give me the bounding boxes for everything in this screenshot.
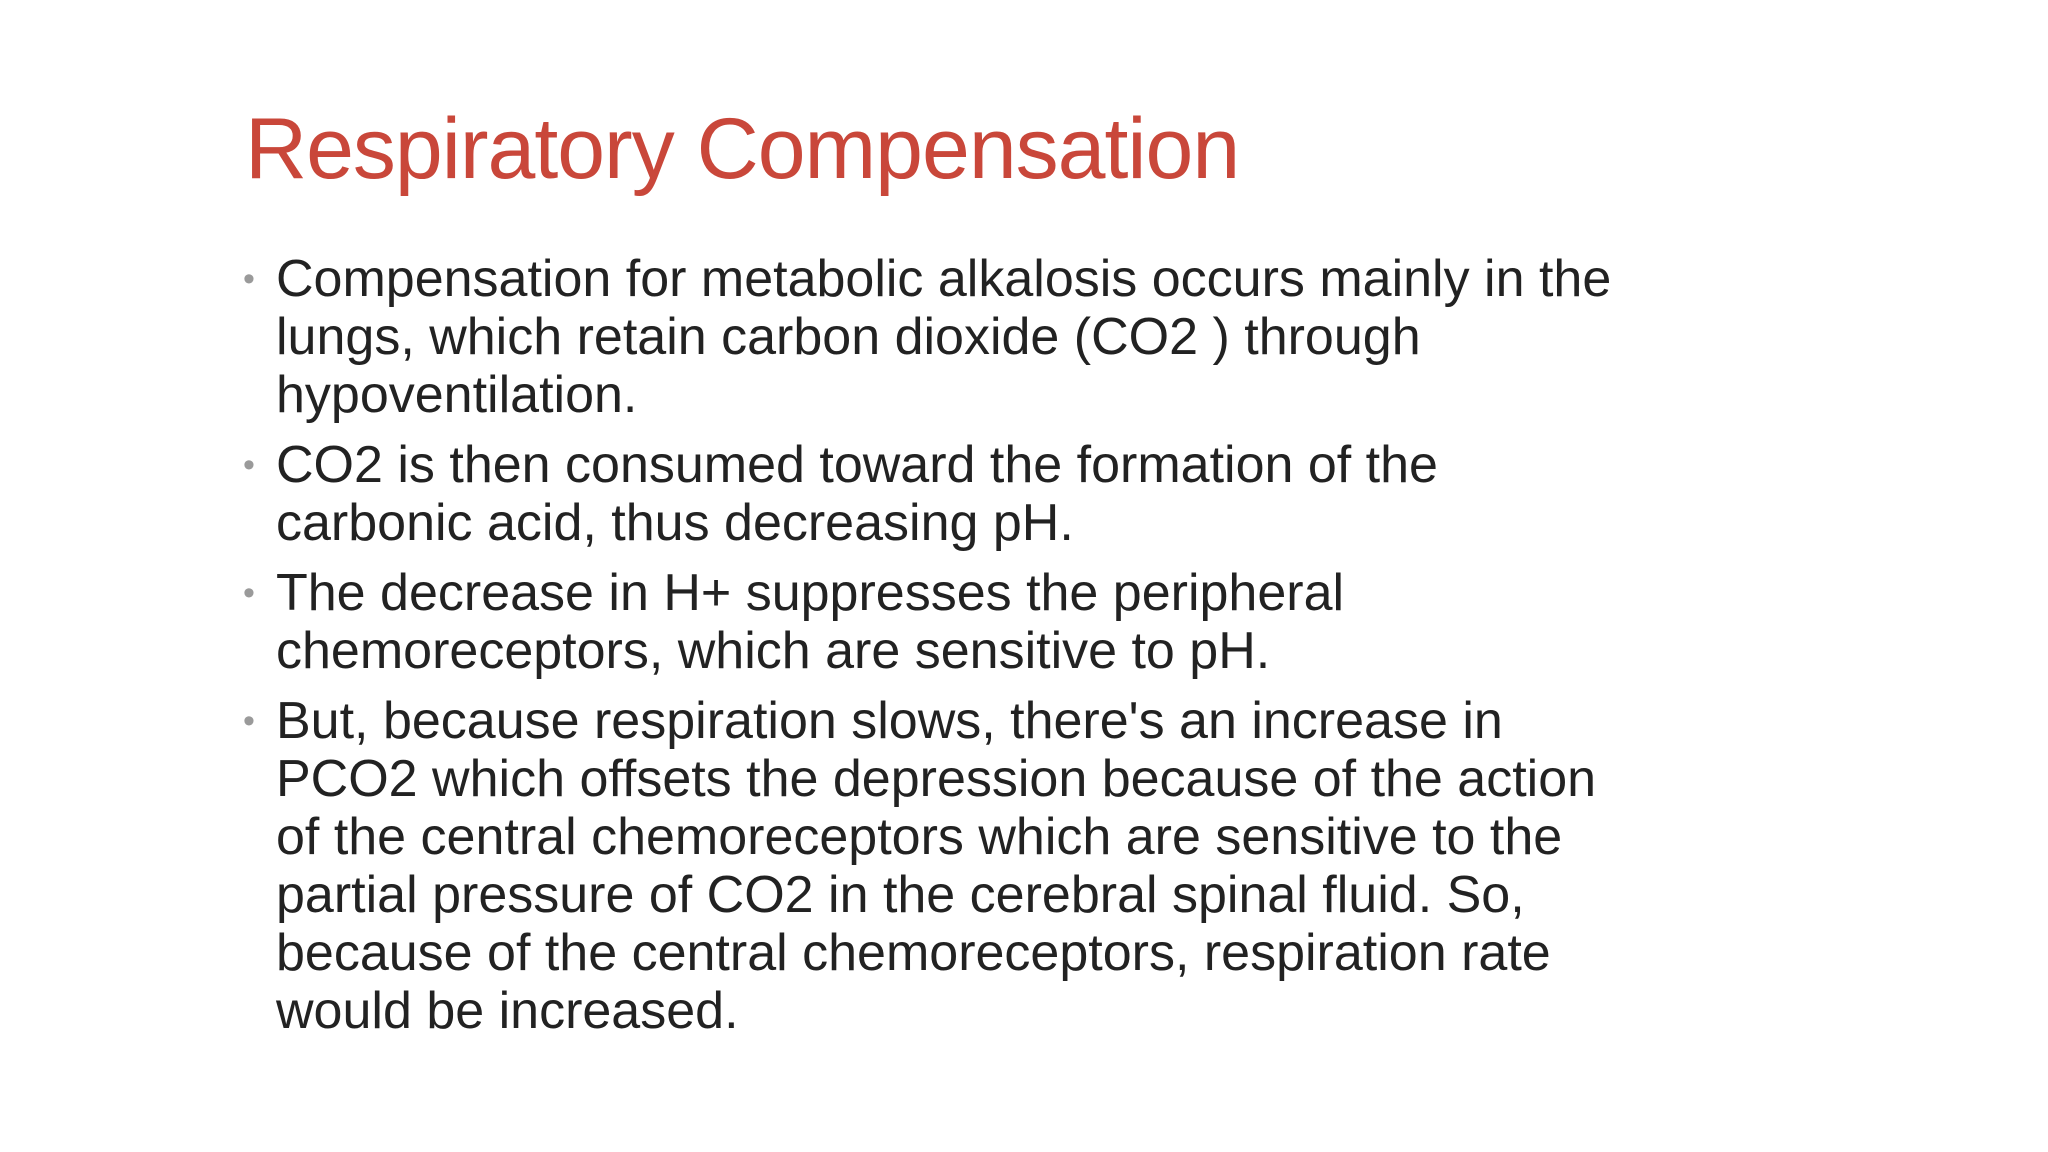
slide-title: Respiratory Compensation xyxy=(245,101,1240,197)
bullet-line: Compensation for metabolic alkalosis occurs mainly in the xyxy=(276,250,1612,308)
bullet-icon: • xyxy=(243,446,255,484)
bullet-line: lungs, which retain carbon dioxide (CO2 ) through xyxy=(276,308,1421,366)
bullet-line: The decrease in H+ suppresses the peripheral xyxy=(276,564,1345,622)
bullet-line: of the central chemoreceptors which are sensitive to the xyxy=(276,808,1563,866)
bullet-item-1 xyxy=(243,250,1743,424)
bullet-line: because of the central chemoreceptors, respiration rate xyxy=(276,924,1551,982)
bullet-line: PCO2 which offsets the depression because of the action xyxy=(276,750,1597,808)
bullet-line: CO2 is then consumed toward the formation of the xyxy=(276,436,1438,494)
bullet-line: partial pressure of CO2 in the cerebral spinal fluid. So, xyxy=(276,866,1525,924)
bullet-item-4 xyxy=(243,692,1743,1040)
bullet-item-2 xyxy=(243,436,1743,552)
bullet-icon: • xyxy=(243,260,255,298)
bullet-line: chemoreceptors, which are sensitive to pH. xyxy=(276,622,1271,680)
bullet-icon: • xyxy=(243,574,255,612)
bullet-item-3 xyxy=(243,564,1743,680)
bullet-line: would be increased. xyxy=(276,982,739,1040)
bullet-line: But, because respiration slows, there's an increase in xyxy=(276,692,1503,750)
bullet-line: hypoventilation. xyxy=(276,366,638,424)
bullet-icon: • xyxy=(243,702,255,740)
bullet-list xyxy=(243,250,1743,1052)
bullet-line: carbonic acid, thus decreasing pH. xyxy=(276,494,1074,552)
